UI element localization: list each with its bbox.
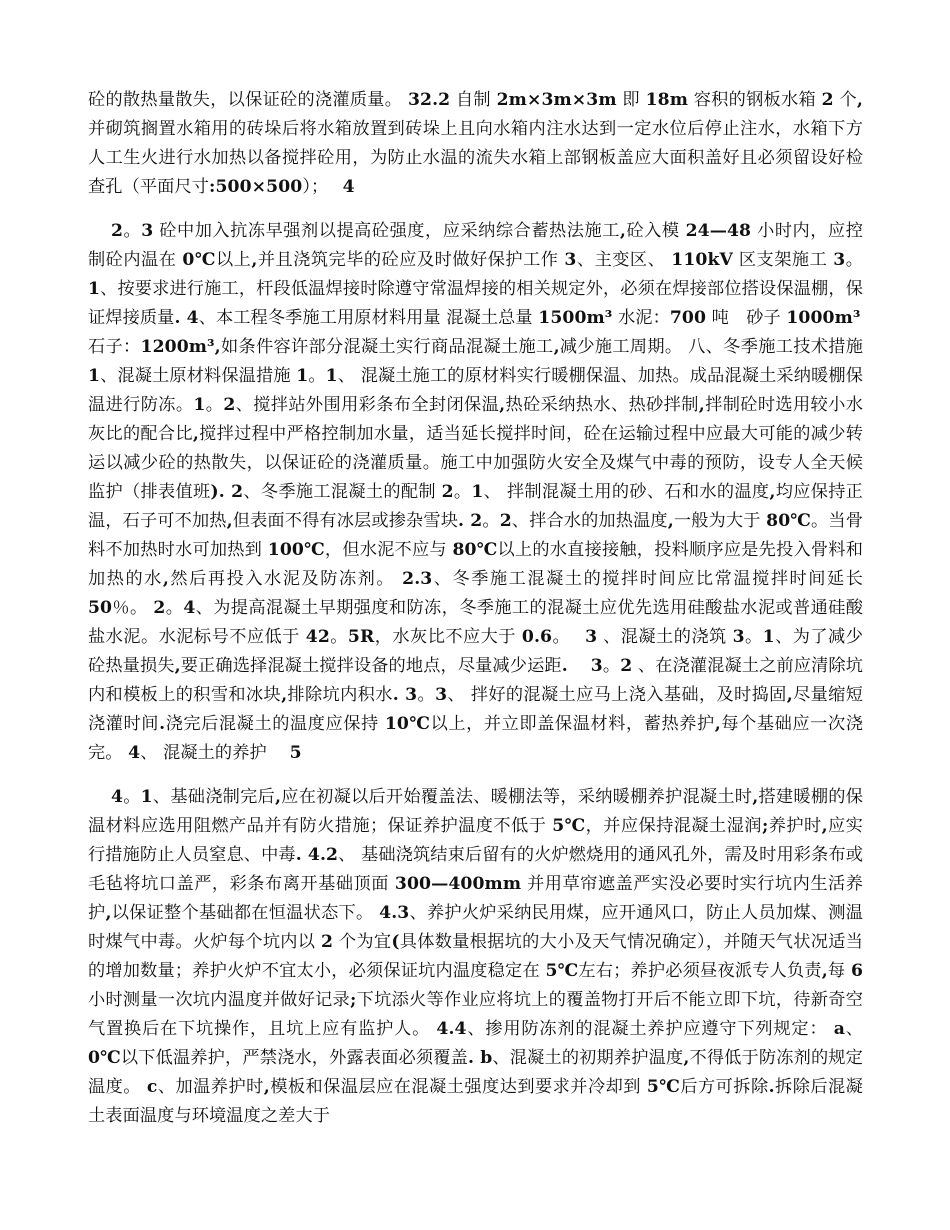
text-run: 区支架施工 <box>732 250 834 270</box>
text-run: 砼中加入抗冻早强剂以提高砼强度，应采纳综合蓄热法施工 <box>153 221 620 241</box>
bold-text-run: , <box>821 816 828 836</box>
text-run: 。 <box>845 250 863 270</box>
bold-text-run: 0℃ <box>88 1048 121 1068</box>
text-run: 以上，并立即盖保温材料，蓄热养护 <box>430 714 715 734</box>
bold-text-run: 2 <box>441 482 454 502</box>
text-run: 、冬季施工混凝土的搅拌时间应比常温搅拌时间延长 <box>432 569 864 589</box>
bold-text-run: , <box>786 685 793 705</box>
text-run: 减少施工周期。 八、冬季施工技术措施 <box>559 337 863 357</box>
text-run: 砼入模 <box>626 221 686 241</box>
text-run: 。 <box>552 627 586 647</box>
bold-text-run: 300—400mm <box>394 874 522 894</box>
bold-text-run: 6 <box>850 961 863 981</box>
text-run: 吨 砂子 <box>706 308 787 328</box>
paragraph-3 <box>88 783 863 1131</box>
text-run: 、 <box>844 1019 863 1039</box>
bold-text-run: 24—48 <box>685 221 752 241</box>
text-run: 每 <box>827 961 851 981</box>
text-run: 容积的钢板水箱 <box>687 90 822 110</box>
bold-text-run: 1 <box>325 366 338 386</box>
bold-text-run: 3 <box>564 250 577 270</box>
bold-text-run: a <box>833 1019 845 1039</box>
text-run: 、 拌好的混凝土应马上浇入基础，及时捣固 <box>447 685 787 705</box>
text-run: 左右；养护必须昼夜派专人负责 <box>578 961 822 981</box>
bold-text-run: 2 <box>153 598 166 618</box>
bold-text-run: 100℃ <box>267 540 325 560</box>
text-run: 养护时 <box>768 816 822 836</box>
paragraph-2 <box>88 217 878 768</box>
text-run: 如条件容许部分混凝土实行商品混凝土施工 <box>220 337 554 357</box>
text-run: 尽量缩短浇灌时间 <box>88 685 864 734</box>
text-run: 以保证整个基础都在恒温状态下。 <box>111 903 380 923</box>
bold-text-run: 5℃ <box>552 816 586 836</box>
text-run: ，但水泥不应与 <box>324 540 453 560</box>
text-run: 小时测量一次坑内温度并做好记录 <box>88 990 350 1010</box>
bold-text-run: 5R <box>347 627 375 647</box>
text-run: 应实行措施防止人员窒息、中毒 <box>88 816 863 865</box>
text-run: 个为宜 <box>333 932 392 952</box>
bold-text-run: . 2 <box>458 511 483 531</box>
text-run: 石子： <box>88 308 878 357</box>
text-run: 。当骨料不加热时水可加热到 <box>88 511 863 560</box>
text-run: 、 拌制混凝土用的砂、石和水的温度 <box>483 482 770 502</box>
text-run: 、混凝土的初期养护温度 <box>492 1048 684 1068</box>
text-run: 一般为大于 <box>673 511 767 531</box>
text-run: 、主变区、 <box>576 250 672 270</box>
bold-text-run: 3 <box>585 627 598 647</box>
bold-text-run: 1200m³ <box>140 337 215 357</box>
bold-text-run: , <box>214 337 221 357</box>
text-run: 浇完后混凝土的温度应保持 <box>165 714 385 734</box>
text-run: 、 基础浇筑结束后留有的火炉燃烧用的通风孔外，需及时用彩条布或毛毡将坑口盖严，彩条布离开基础顶面 <box>88 845 863 894</box>
text-run: 小时内，应控制砼内温在 <box>88 221 863 270</box>
text-run: 、掺用防冻剂的混凝土养护应遵守下列规定： <box>466 1019 834 1039</box>
bold-text-run: 2 <box>499 511 512 531</box>
text-run: 模板和保温层应在混凝土强度达到要求并冷却到 <box>269 1077 647 1097</box>
bold-text-run: 50 <box>88 598 113 618</box>
text-run: 拆除后混凝土表面温度与环境温度之差大于 <box>88 1077 863 1126</box>
text-run: 、按要求进行施工，杆段低温焊接时除遵守常温焊接的相关规定外，必须在焊接部位搭设保温棚，保证焊接质量 <box>88 279 863 328</box>
bold-text-run: 2 <box>821 90 834 110</box>
text-run: 应在初凝以后开始覆盖法、暖棚法等，采纳暖棚养护混凝土时 <box>281 787 753 807</box>
text-run: 、为了减少砼热量损失 <box>88 627 863 676</box>
bold-text-run: 10℃ <box>384 714 431 734</box>
bold-text-run: :500×500 <box>209 177 303 197</box>
bold-text-run: ). 2 <box>210 482 244 502</box>
bold-text-run: 32.2 <box>407 90 451 110</box>
bold-text-run: , <box>162 569 169 589</box>
bold-text-run: 2 <box>223 395 236 415</box>
text-run: 下坑添火等作业应将坑上的覆盖物打开后不能立即下坑，待新奇空气置换后在下坑操作，且坑上应有监护人。 <box>88 990 863 1039</box>
text-run: 热砼采纳热水、热砂拌制 <box>505 395 699 415</box>
bold-text-run: . b <box>467 1048 493 1068</box>
bold-text-run: 1 <box>193 395 206 415</box>
text-run: 砼的散热量散失，以保证砼的浇灌质量。 <box>88 90 408 110</box>
bold-text-run: , <box>263 1077 270 1097</box>
bold-text-run: 4 <box>342 177 355 197</box>
bold-text-run: 700 <box>669 308 707 328</box>
bold-text-run: 5℃ <box>646 1077 681 1097</box>
bold-text-run: . 4.2 <box>295 845 339 865</box>
bold-text-run: , <box>275 787 282 807</box>
bold-text-run: 110kV <box>671 250 733 270</box>
bold-text-run: 5 <box>289 743 302 763</box>
bold-text-run: , <box>714 714 721 734</box>
text-run: 、本工程冬季施工用原材料用量 混凝土总量 <box>198 308 539 328</box>
bold-text-run: 4.3 <box>379 903 410 923</box>
bold-text-run: , <box>192 424 199 444</box>
bold-text-run: , <box>226 511 233 531</box>
text-run: 以上 <box>215 250 252 270</box>
text-run: 并且浇筑完毕的砼应及时做好保护工作 <box>257 250 565 270</box>
text-run: 、混凝土的浇筑 <box>597 627 733 647</box>
bold-text-run: 0.6 <box>521 627 553 647</box>
bold-text-run: 80℃ <box>452 540 498 560</box>
text-run: 、混凝土原材料保温措施 <box>100 366 297 386</box>
text-run: 。 <box>165 598 184 618</box>
bold-text-run: , <box>499 395 506 415</box>
text-run: 即 <box>616 90 646 110</box>
text-run: 要正确选择混凝土搅拌设备的地点，尽量减少运距 <box>180 656 562 676</box>
text-run: 。 <box>123 221 142 241</box>
text-run: 。 <box>602 656 621 676</box>
text-run: 并用草帘遮盖严实没必要时实行坑内生活养护 <box>88 874 864 923</box>
bold-text-run: . 3 <box>392 685 418 705</box>
text-run: 排除坑内积水 <box>287 685 393 705</box>
text-run: 每个基础应一次浇完。 <box>88 714 863 763</box>
bold-text-run: , <box>667 511 674 531</box>
bold-text-run: 1 <box>471 482 484 502</box>
bold-text-run: , <box>698 395 705 415</box>
text-run: 但表面不得有冰层或掺杂雪块 <box>232 511 459 531</box>
text-run: 不得低于防冻剂的规定温度。 <box>88 1048 863 1097</box>
bold-text-run: ; <box>761 816 769 836</box>
text-run: 、基础浇制完后 <box>152 787 275 807</box>
bold-text-run: 3 <box>833 250 846 270</box>
bold-text-run: 3 <box>141 221 154 241</box>
text-run: 具体数量根据坑的大小及天气情况确定），并随天气状况适当的增加数量；养护火炉不宜太小，必须保证坑内温度稳定在 <box>88 932 863 981</box>
text-run: 自制 <box>450 90 497 110</box>
bold-text-run: 2 <box>620 656 633 676</box>
text-run: 。 <box>205 395 224 415</box>
text-run: ）； <box>302 177 343 197</box>
text-run: 、在浇灌混凝土之前应清除坑内和模板上的积雪和冰块 <box>88 656 863 705</box>
bold-text-run: , <box>105 903 112 923</box>
text-run: 。 <box>453 482 472 502</box>
bold-text-run: , <box>619 221 627 241</box>
bold-text-run: 4 <box>128 743 141 763</box>
bold-text-run: 42 <box>305 627 330 647</box>
bold-text-run: 1 <box>88 366 101 386</box>
text-run: 。 <box>123 787 141 807</box>
bold-text-run: 1000m³ <box>786 308 861 328</box>
bold-text-run: 1 <box>140 787 153 807</box>
bold-text-run: , <box>174 656 181 676</box>
text-run <box>568 656 591 676</box>
bold-text-run: 4 <box>111 787 124 807</box>
bold-text-run: , <box>769 482 776 502</box>
bold-text-run: , <box>821 961 828 981</box>
text-run: 。 <box>482 511 500 531</box>
bold-text-run: . <box>768 1077 775 1097</box>
bold-text-run: 1 <box>296 366 309 386</box>
bold-text-run: 2.3 <box>402 569 433 589</box>
bold-text-run: 18m <box>645 90 688 110</box>
text-run: 、拌合水的加热温度 <box>511 511 668 531</box>
text-run: 水泥： <box>612 308 670 328</box>
text-run: 拌制砼时选用较小水灰比的配合比 <box>88 395 863 444</box>
bold-text-run: 3 <box>590 656 603 676</box>
text-run: 搅拌过程中严格控制加水量，适当延长搅拌时间，砼在运输过程中应最大可能的减少转运以减少砼的热散失，以保证砼的浇灌质量。施工中加强防火安全及煤气中毒的预防，设专人全天候监护（排表值班 <box>88 424 863 502</box>
bold-text-run: , <box>251 250 258 270</box>
text-run: 以上的水直接接触，投料顺序应是先投入骨料和加热的水 <box>88 540 863 589</box>
bold-text-run: 1 <box>762 627 775 647</box>
text-run: ，水灰比不应大于 <box>374 627 522 647</box>
bold-text-run: ( <box>391 932 400 952</box>
text-run: 、为提高混凝土早期强度和防冻，冬季施工的混凝土应优先选用硅酸盐水泥或普通硅酸盐水泥。水泥标号不应低于 <box>88 598 863 647</box>
text-run: 个 <box>833 90 857 110</box>
text-run: 。 <box>329 627 348 647</box>
bold-text-run: 2 <box>321 932 334 952</box>
bold-text-run: 2 <box>111 221 124 241</box>
text-run: ％。 <box>112 598 154 618</box>
text-run: 后方可拆除 <box>680 1077 769 1097</box>
bold-text-run: , <box>856 90 864 110</box>
text-run: 然后再投入水泥及防冻剂。 <box>169 569 403 589</box>
bold-text-run: , <box>553 337 560 357</box>
bold-text-run: c <box>146 1077 158 1097</box>
text-run: 、加温养护时 <box>157 1077 264 1097</box>
bold-text-run: . 4 <box>174 308 199 328</box>
bold-text-run: 3 <box>435 685 448 705</box>
text-run: 、 混凝土的养护 <box>140 743 290 763</box>
text-run: 均应保持正温，石子可不加热 <box>88 482 863 531</box>
paragraph-1 <box>88 86 863 202</box>
text-run: 、养护火炉采纳民用煤，应开通风口，防止人员加煤、测温时煤气中毒。火炉每个坑内以 <box>88 903 863 952</box>
bold-text-run: 5℃ <box>545 961 579 981</box>
text-run: 。 <box>744 627 763 647</box>
text-run: ，并应保持混凝土湿润 <box>585 816 762 836</box>
bold-text-run: 3 <box>732 627 745 647</box>
bold-text-run: . <box>159 714 166 734</box>
bold-text-run: , <box>752 787 759 807</box>
bold-text-run: 0℃ <box>182 250 216 270</box>
text-run: 以下低温养护，严禁浇水，外露表面必须覆盖 <box>120 1048 468 1068</box>
bold-text-run: 80℃ <box>766 511 812 531</box>
bold-text-run: ; <box>350 990 357 1010</box>
bold-text-run: , <box>683 1048 690 1068</box>
text-run: 、 混凝土施工的原材料实行暖棚保温、加热。成品混凝土采纳暖棚保温进行防冻。 <box>88 366 863 415</box>
text-run: 、冬季施工混凝土的配制 <box>243 482 442 502</box>
bold-text-run: , <box>281 685 288 705</box>
bold-text-run: 4.4 <box>436 1019 467 1039</box>
document-page <box>88 86 878 1131</box>
bold-text-run: . <box>561 656 568 676</box>
text-run: 搭建暖棚的保温材料应选用阻燃产品并有防火措施；保证养护温度不低于 <box>88 787 863 836</box>
text-run: 并砌筑搁置水箱用的砖垛后将水箱放置到砖垛上且向水箱内注水达到一定水位后停止注水，水箱下方人工生火进行水加热以备搅拌砼用，为防止水温的流失水箱上部钢板盖应大面积盖好且必须留设好检查孔（平面尺寸 <box>88 119 863 197</box>
bold-text-run: 1 <box>88 279 101 299</box>
bold-text-run: 1500m³ <box>538 308 613 328</box>
text-run: 。 <box>417 685 436 705</box>
bold-text-run: 4 <box>183 598 196 618</box>
text-run: 。 <box>308 366 326 386</box>
bold-text-run: 2m×3m×3m <box>496 90 617 110</box>
text-run: 、搅拌站外围用彩条布全封闭保温 <box>235 395 500 415</box>
